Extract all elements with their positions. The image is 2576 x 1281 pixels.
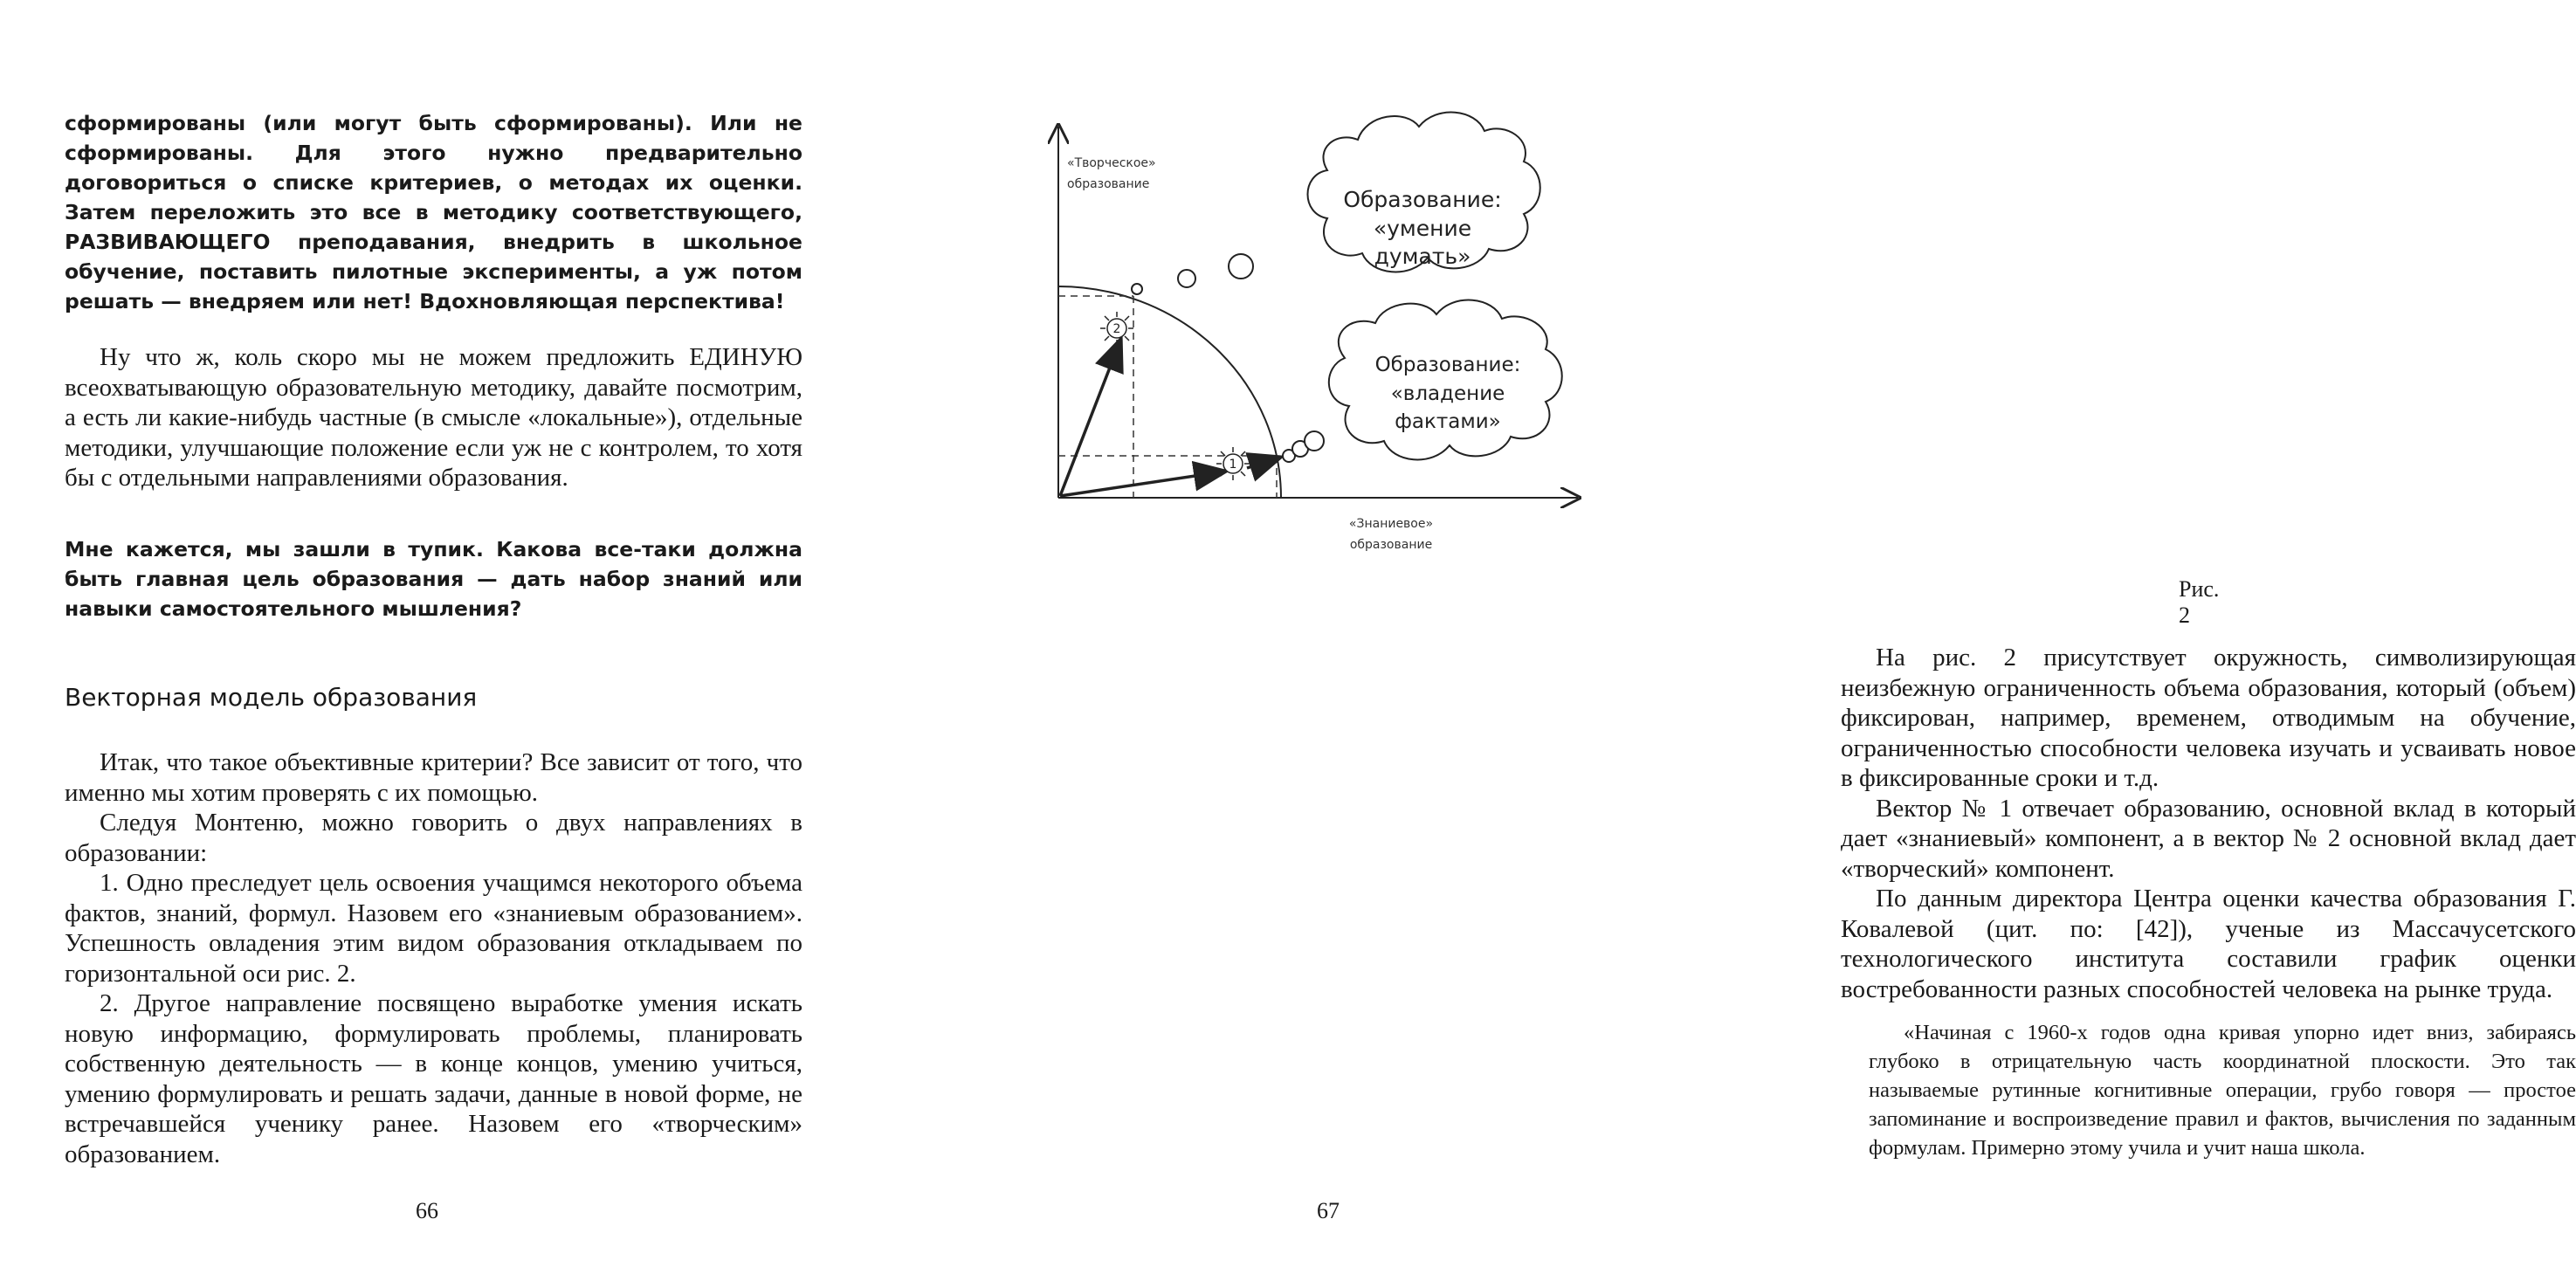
figure-vector-model: [873, 0, 1746, 559]
cloud-bottom-line-2: «владение: [1390, 382, 1505, 405]
cloud-bottom: [1329, 300, 1562, 460]
x-axis-label-1: «Знаниевое»: [1348, 517, 1434, 531]
cloud-top-line-2: «умение: [1373, 216, 1472, 241]
thought-bubble-medium: [1178, 270, 1195, 287]
vector-2-sun-mark: [1100, 312, 1133, 345]
body-section: [65, 747, 802, 1169]
vector-1-label: 1: [1229, 458, 1237, 472]
paragraph-1: [65, 342, 802, 493]
bold-question-paragraph: [65, 534, 802, 623]
left-page: [0, 0, 873, 1281]
limit-circle-arc: [1058, 286, 1281, 498]
thought-bubble-large: [1229, 254, 1253, 279]
paragraph-4: 1. Одно преследует цель освоения учащимся некоторого объема фактов, знаний, формул. Назовем его «знаниевым образованием». Успешность овладения этим видом образования откладываем по горизонтальной оси рис. 2.: [65, 869, 802, 988]
cloud-bottom-line-1: Образование:: [1374, 354, 1521, 376]
bold-question-text: Мне кажется, мы зашли в тупик. Какова все-таки должна быть главная цель образования — дать набор знаний или навыки самостоятельного мышления?: [65, 537, 802, 621]
right-page: [873, 0, 2576, 1281]
vector-1: [1060, 472, 1224, 496]
vector-1-sun-mark: [1216, 447, 1250, 480]
right-paragraph-1: На рис. 2 присутствует окружность, символизирующая неизбежную ограниченность объема образования, который (объем) фиксирован, например, временем, отводимым на обучение, ограниченностью способности человека изучать и усваивать новое в фиксированные сроки и т.д.: [1841, 644, 2576, 792]
quote-block: «Начиная с 1960-х годов одна кривая упорно идет вниз, забираясь глубоко в отрицательную часть координатной плоскости. Это так называемые рутинные когнитивные операции, грубо говоря — простое запоминание и воспроизведение правил и фактов, вычисления по заданным формулам. Примерно этому учила и учит наша школа.: [1869, 1021, 2576, 1160]
section-heading: Векторная модель образования: [65, 683, 478, 712]
y-axis-label-1: «Творческое»: [1067, 156, 1156, 170]
bold-intro-paragraph: [65, 108, 802, 316]
cloud-bottom-line-3: фактами»: [1395, 410, 1501, 433]
thought-bubble-b3: [1305, 431, 1324, 451]
paragraph-5: 2. Другое направление посвящено выработке умения искать новую информацию, формулировать проблемы, планировать собственную деятельность — в конце концов, умению учиться, умению формулировать и решать задачи, данные в новой форме, не встречавшейся ученику ранее. Назовем его «творческим» образованием.: [65, 989, 802, 1168]
vector-2-label: 2: [1112, 322, 1121, 336]
figure-caption: Рис. 2: [2179, 576, 2220, 628]
paragraph-3: Следуя Монтеню, можно говорить о двух направлениях в образовании:: [65, 809, 802, 867]
page-number-right: 67: [1317, 1198, 1340, 1223]
paragraph-1-text: Ну что ж, коль скоро мы не можем предложить ЕДИНУЮ всеохватывающую образовательную методику, давайте посмотрим, а есть ли какие-нибудь частные (в смысле «локальные»), отдельные методики, улучшающие положение если уж не с контролем, то хотя бы с отдельными направлениями образования.: [65, 343, 802, 492]
thought-bubble-small: [1132, 284, 1142, 294]
right-body: [1841, 643, 2576, 1004]
y-axis-label-2: образование: [1067, 177, 1150, 191]
vector-1-continuation: [1247, 458, 1279, 468]
cloud-top-line-1: Образование:: [1343, 187, 1502, 212]
right-paragraph-3: По данным директора Центра оценки качества образования Г. Ковалевой (цит. по: [42]), ученые из Массачусетского технологического института составили график оценки востребованности разных способностей человека на рынке труда.: [1841, 885, 2576, 1003]
page-number-left: 66: [416, 1198, 438, 1223]
vector-2: [1060, 341, 1120, 496]
paragraph-2: Итак, что такое объективные критерии? Все зависит от того, что именно мы хотим проверять с их помощью.: [65, 748, 802, 807]
cloud-top-line-3: думать»: [1374, 244, 1471, 269]
bold-intro-text: сформированы (или могут быть сформированы). Или не сформированы. Для этого нужно предварительно договориться о списке критериев, о методах их оценки. Затем переложить это все в методику соответствующего, РАЗВИВАЮЩЕГО преподавания, внедрить в школьное обучение, поставить пилотные эксперименты, а уж потом решать — внедряем или нет! Вдохновляющая перспектива!: [65, 111, 802, 313]
x-axis-label-2: образование: [1349, 538, 1433, 552]
right-paragraph-2: Вектор № 1 отвечает образованию, основной вклад в который дает «знаниевый» компонент, а в вектор № 2 основной вклад дает «творческий» компонент.: [1841, 794, 2576, 883]
